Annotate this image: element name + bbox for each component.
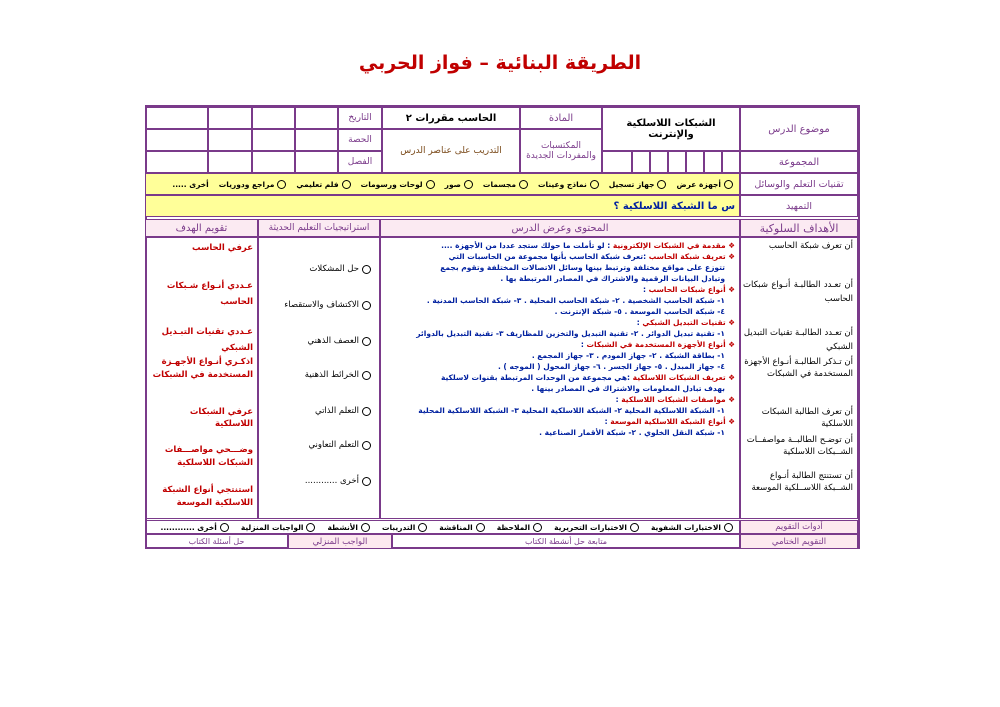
- tool-label: نماذج وعينات: [537, 179, 587, 189]
- bullet-star-icon: ❖: [725, 373, 735, 382]
- tools-label: تقنيات التعلم والوسائل: [740, 173, 858, 195]
- bullet-star-icon: ❖: [725, 318, 735, 327]
- objectives-column: [740, 237, 858, 519]
- period-cell[interactable]: [145, 129, 208, 151]
- class-cell[interactable]: [252, 151, 295, 173]
- radio-circle-icon: [533, 523, 542, 532]
- period-cell[interactable]: [295, 129, 338, 151]
- tool-option[interactable]: [296, 180, 350, 189]
- content-heading: أنواع شبكات الحاسب: [648, 285, 726, 294]
- assessment-option-label: الاختبارات التحريرية: [554, 522, 627, 532]
- tools-options: [145, 173, 740, 195]
- content-line: [385, 328, 735, 339]
- strategy-option[interactable]: [309, 264, 371, 274]
- tool-label: مراجع ودوريات: [218, 179, 275, 189]
- content-text: ٤- جهاز المبدل . ٥- جهاز الجسر . ٦- جهاز المحول ( الموجه ) .: [497, 362, 725, 371]
- radio-circle-icon: [362, 265, 371, 274]
- content-line: [385, 394, 735, 405]
- content-text: ١- شبكة النقل الخلوي . ٢- شبكة الأقمار الصناعية .: [539, 428, 725, 437]
- content-text: بهدف تبادل المعلومات والاشتراك في المصادر بينها .: [531, 384, 725, 393]
- content-line: [385, 251, 735, 262]
- radio-circle-icon: [362, 477, 371, 486]
- content-line: [385, 383, 735, 394]
- tool-label: جهاز تسجيل: [608, 179, 655, 189]
- content-text: :تعرف شبكة الحاسب بأنها مجموعة من الحاسبات التي: [448, 252, 649, 261]
- strategy-label: الخرائط الذهنية: [304, 370, 359, 380]
- tool-option[interactable]: [676, 180, 733, 189]
- objective-item: أن تستنتج الطالبة أنـواع الشــبكة اللاســلكية الموسعة: [751, 471, 853, 493]
- content-line: [385, 262, 735, 273]
- content-line: [385, 405, 735, 416]
- radio-circle-icon: [342, 180, 351, 189]
- intro-value: س ما الشبكة اللاسلكية ؟: [145, 195, 740, 217]
- radio-circle-icon: [362, 301, 371, 310]
- date-cell[interactable]: [145, 107, 208, 129]
- strategies-column: [258, 237, 380, 519]
- group-cell[interactable]: [686, 151, 704, 173]
- radio-circle-icon: [361, 523, 370, 532]
- content-heading: تعريف شبكة الحاسب: [648, 252, 726, 261]
- radio-circle-icon: [220, 523, 229, 532]
- content-line: [385, 306, 735, 317]
- strategy-label: العصف الذهني: [307, 336, 359, 346]
- acquired-value: التدريب على عناصر الدرس: [382, 129, 520, 173]
- assessment-option[interactable]: [651, 523, 733, 532]
- bullet-star-icon: ❖: [725, 395, 735, 404]
- group-label: المجموعة: [740, 151, 858, 173]
- strategies-header: استراتيجيات التعليم الحديثة: [258, 219, 380, 237]
- content-heading: أنواع الأجهزة المستخدمة في الشبكات: [586, 340, 726, 349]
- bullet-star-icon: ❖: [725, 417, 735, 426]
- radio-circle-icon: [724, 180, 733, 189]
- evaluation-item: عـددي تقنيات التبـديل الشبكي: [161, 327, 253, 353]
- content-text: :: [604, 417, 611, 426]
- objective-item: أن تعرف الطالبة الشبكات اللاسلكية: [761, 407, 853, 429]
- content-text: :: [615, 395, 622, 404]
- page-title: الطريقة البنائية – فواز الحربي: [358, 52, 642, 74]
- assessment-option-label: الاختبارات الشفوية: [650, 522, 721, 532]
- content-line: [385, 273, 735, 284]
- content-line: [385, 416, 735, 427]
- assessment-options: [145, 520, 740, 534]
- content-text: : لو تأملت ما حولك ستجد عددا من الأجهزة ....: [441, 241, 613, 250]
- course-value: الحاسب مقررات ٢: [382, 107, 520, 129]
- radio-circle-icon: [362, 441, 371, 450]
- tool-option[interactable]: [483, 180, 528, 189]
- objective-item: أن تعـدد الطالبـة تقنيات التبديل الشبكي: [743, 328, 853, 352]
- date-cell[interactable]: [208, 107, 252, 129]
- radio-circle-icon: [630, 523, 639, 532]
- content-header: المحتوى وعرض الدرس: [380, 219, 740, 237]
- content-text: ١- بطاقة الشبكة . ٢- جهاز المودم . ٣- جهاز المجمع .: [531, 351, 725, 360]
- assessment-option-label: الملاحظة: [496, 522, 531, 532]
- group-cell[interactable]: [704, 151, 722, 173]
- period-cell[interactable]: [252, 129, 295, 151]
- tool-option[interactable]: [445, 180, 473, 189]
- content-heading: مواصفات الشبكات اللاسلكية: [621, 395, 726, 404]
- content-text: تتوزع على مواقع مختلفة وترتبط بينها وسائل الاتصالات المختلفة وتقوم بجمع: [440, 263, 725, 272]
- content-column: [380, 237, 740, 519]
- class-cell[interactable]: [145, 151, 208, 173]
- content-heading: مقدمة في الشبكات الإلكترونية: [612, 241, 726, 250]
- radio-circle-icon: [476, 523, 485, 532]
- assessment-label: أدوات التقويم: [740, 520, 858, 534]
- assessment-option[interactable]: [382, 523, 427, 532]
- objectives-header: الأهداف السلوكية: [740, 219, 858, 237]
- subject-label: موضوع الدرس: [740, 107, 858, 151]
- evaluation-item: عرفي الحاسب: [192, 243, 253, 253]
- tool-label: أجهزة عرض: [676, 179, 721, 189]
- content-line: [385, 240, 735, 251]
- assessment-option[interactable]: [241, 523, 316, 532]
- homework-label: الواجب المنزلي: [288, 534, 392, 549]
- content-heading: أنواع الشبكة اللاسلكية الموسعة: [610, 417, 726, 426]
- final-value: متابعة حل أنشطة الكتاب: [392, 534, 740, 549]
- assessment-option[interactable]: [327, 523, 369, 532]
- radio-circle-icon: [362, 337, 371, 346]
- assessment-option[interactable]: [554, 523, 639, 532]
- strategy-option[interactable]: [308, 440, 371, 450]
- assessment-option-label: الأنشطة: [327, 522, 358, 532]
- assessment-option[interactable]: [439, 523, 484, 532]
- radio-circle-icon: [519, 180, 528, 189]
- content-text: ٤- شبكة الحاسب الموسعة . ٥- شبكة الإنترنت .: [554, 307, 725, 316]
- objective-item: أن تـذكر الطالبـة أنـواع الأجهزة المستخدمة في الشبكات: [744, 357, 853, 379]
- tool-option[interactable]: [219, 180, 287, 189]
- objective-item: أن توضـح الطالبــة مواصفــات الشــبكات اللاسلكية: [746, 435, 853, 457]
- strategy-option[interactable]: [305, 370, 371, 380]
- content-line: [385, 350, 735, 361]
- radio-circle-icon: [418, 523, 427, 532]
- objective-item: أن تعرف شبكة الحاسب: [768, 241, 853, 251]
- strategy-label: حل المشكلات: [309, 264, 359, 274]
- strategy-label: التعلم التعاوني: [308, 440, 359, 450]
- content-heading: تقنيات التبديل الشبكي: [642, 318, 726, 327]
- content-line: [385, 295, 735, 306]
- acquired-label: المكتسبات والمفردات الجديدة: [520, 129, 602, 173]
- course-label: المادة: [520, 107, 602, 129]
- tool-label: لوحات ورسومات: [360, 179, 423, 189]
- content-line: [385, 361, 735, 372]
- content-line: [385, 284, 735, 295]
- tool-label: أخرى .....: [172, 179, 209, 189]
- radio-circle-icon: [590, 180, 599, 189]
- strategy-label: أخرى ............: [304, 476, 359, 486]
- tool-option[interactable]: [538, 180, 599, 189]
- radio-circle-icon: [657, 180, 666, 189]
- content-text: ١- تقنية تبديل الدوائر . ٢- تقنية التبديل والتخزين للمظاريف ٣- تقنية التبديل بالدوائر: [416, 329, 725, 338]
- date-cell[interactable]: [252, 107, 295, 129]
- content-text: ١- شبكة الحاسب الشخصية . ٢- شبكة الحاسب المحلية . ٣- شبكة الحاسب المدنية .: [426, 296, 725, 305]
- strategy-label: الاكتشاف والاستقصاء: [284, 300, 359, 310]
- assessment-option[interactable]: [160, 523, 228, 532]
- radio-circle-icon: [362, 407, 371, 416]
- group-cell[interactable]: [602, 151, 632, 173]
- group-cell[interactable]: [722, 151, 740, 173]
- content-text: :هي مجموعة من الوحدات المرتبطة بقنوات لاسلكية: [440, 373, 633, 382]
- radio-circle-icon: [306, 523, 315, 532]
- bullet-star-icon: ❖: [725, 285, 735, 294]
- tool-label: فلم تعليمي: [296, 179, 339, 189]
- content-text: ١- الشبكة اللاسلكية المحلية ٢- الشبكة اللاسلكية المحلية ٣- الشبكة اللاسلكية المحلية: [418, 406, 725, 415]
- assessment-option-label: الواجبات المنزلية: [240, 522, 304, 532]
- final-label: التقويم الختامي: [740, 534, 858, 549]
- evaluation-item: عرفي الشبكات اللاسلكية: [189, 407, 253, 429]
- bullet-star-icon: ❖: [725, 340, 735, 349]
- assessment-option-label: المناقشة: [439, 522, 473, 532]
- tool-option[interactable]: [361, 180, 435, 189]
- content-text: :: [642, 285, 649, 294]
- group-cell[interactable]: [632, 151, 650, 173]
- lesson-plan-sheet: [145, 105, 860, 549]
- group-cell[interactable]: [668, 151, 686, 173]
- evaluation-item: استنتجي أنواع الشبكة اللاسلكية الموسعة: [162, 485, 253, 508]
- evaluation-column: [145, 237, 258, 519]
- class-cell[interactable]: [295, 151, 338, 173]
- subject-value: الشبكات اللاسلكية والإنترنت: [602, 107, 740, 151]
- radio-circle-icon: [426, 180, 435, 189]
- radio-circle-icon: [464, 180, 473, 189]
- content-line: [385, 339, 735, 350]
- content-line: [385, 372, 735, 383]
- tool-option[interactable]: [609, 180, 667, 189]
- strategy-label: التعلم الذاتي: [314, 406, 359, 416]
- bullet-star-icon: ❖: [725, 252, 735, 261]
- radio-circle-icon: [724, 523, 733, 532]
- evaluation-header: تقويم الهدف: [145, 219, 258, 237]
- assessment-option[interactable]: [497, 523, 542, 532]
- assessment-option-label: أخرى ............: [160, 522, 217, 532]
- group-cell[interactable]: [650, 151, 668, 173]
- class-label: الفصل: [338, 151, 382, 173]
- content-line: [385, 317, 735, 328]
- homework-value: حل أسئلة الكتاب: [145, 534, 288, 549]
- date-label: التاريخ: [338, 107, 382, 129]
- strategy-option[interactable]: [305, 476, 371, 486]
- class-cell[interactable]: [208, 151, 252, 173]
- intro-label: التمهيد: [740, 195, 858, 217]
- date-cell[interactable]: [295, 107, 338, 129]
- strategy-option[interactable]: [315, 406, 371, 416]
- radio-circle-icon: [362, 371, 371, 380]
- evaluation-item: عـددي أنـواع شـبكات الحاسب: [166, 281, 253, 307]
- content-line: [385, 427, 735, 438]
- tool-label: صور: [444, 179, 461, 189]
- objective-item: أن تعـدد الطالبـة أنـواع شبكات الحاسب: [743, 280, 853, 304]
- strategy-option[interactable]: [284, 300, 371, 310]
- content-lines: [385, 240, 735, 438]
- bullet-star-icon: ❖: [725, 241, 735, 250]
- tool-option[interactable]: [172, 180, 208, 189]
- content-heading: تعريف الشبكات اللاسلكية: [632, 373, 726, 382]
- content-text: :: [636, 318, 643, 327]
- content-text: وتبادل البيانات الرقمية والاشتراك في المصادر المرتبطة بها .: [500, 274, 725, 283]
- tool-label: مجسمات: [482, 179, 516, 189]
- assessment-option-label: التدريبات: [381, 522, 416, 532]
- evaluation-item: وضـــحي مواصـــفات الشبكات اللاسلكية: [164, 445, 253, 468]
- content-text: :: [580, 340, 587, 349]
- period-label: الحصة: [338, 129, 382, 151]
- strategy-option[interactable]: [308, 336, 371, 346]
- evaluation-item: اذكـري أنـواع الأجهـزة المستخدمة في الشبكات: [152, 357, 253, 380]
- period-cell[interactable]: [208, 129, 252, 151]
- radio-circle-icon: [277, 180, 286, 189]
